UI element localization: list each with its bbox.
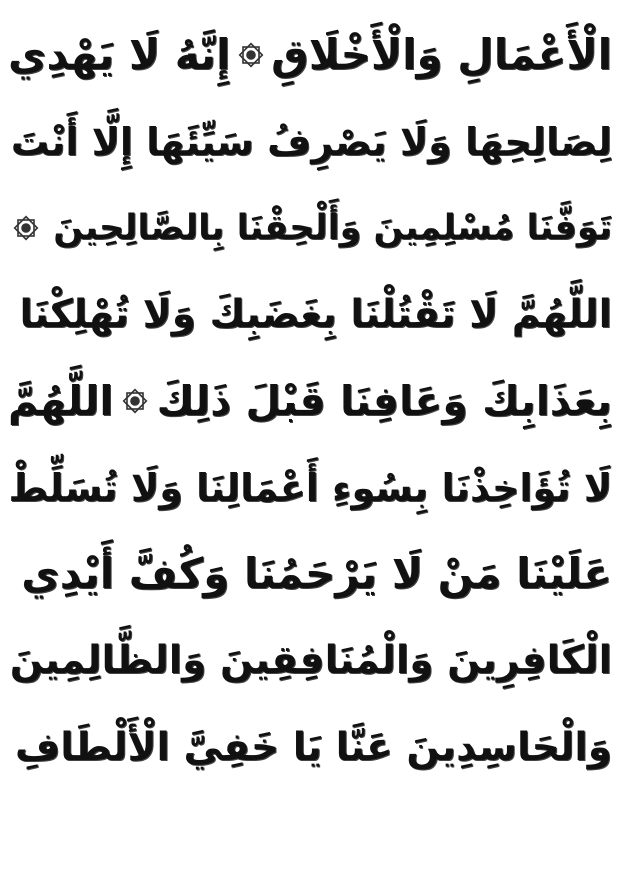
text-line-9-part-1: وَالْحَاسِدِينَ عَنَّا يَا خَفِيَّ الْأَلْطَافِ bbox=[14, 724, 612, 770]
arabic-prayer-text bbox=[8, 12, 612, 791]
ornament-icon bbox=[237, 41, 265, 69]
text-line-1 bbox=[8, 12, 612, 99]
text-line-3-part-1: تَوَفَّنَا مُسْلِمِينَ وَأَلْحِقْنَا بِالصَّالِحِينَ bbox=[53, 207, 612, 248]
text-line-2-part-1: لِصَالِحِهَا وَلَا يَصْرِفُ سَيِّئَهَا إِلَّا أَنْتَ bbox=[10, 119, 612, 164]
text-line-8-part-1: الْكَافِرِينَ وَالْمُنَافِقِينَ وَالظَّالِمِينَ bbox=[9, 638, 612, 684]
text-line-1-part-1: الْأَعْمَالِ وَالْأَخْلَاقِ bbox=[271, 30, 612, 80]
ornament-icon bbox=[12, 214, 40, 242]
text-line-3 bbox=[8, 185, 612, 272]
text-line-5 bbox=[8, 358, 612, 445]
text-line-7-part-1: عَلَيْنَا مَنْ لَا يَرْحَمُنَا وَكُفَّ أَيْدِي bbox=[21, 549, 612, 599]
text-line-1-part-2: إِنَّهُ لَا يَهْدِي bbox=[8, 30, 231, 80]
text-line-2 bbox=[8, 99, 612, 186]
text-line-6 bbox=[8, 445, 612, 532]
text-line-8 bbox=[8, 618, 612, 705]
text-line-9 bbox=[8, 704, 612, 791]
text-line-4-part-1: اللَّهُمَّ لَا تَقْتُلْنَا بِغَضَبِكَ وَلَا تُهْلِكْنَا bbox=[19, 292, 612, 338]
text-line-7 bbox=[8, 531, 612, 618]
text-line-4 bbox=[8, 272, 612, 359]
text-line-5-part-2: اللَّهُمَّ bbox=[8, 376, 114, 425]
text-line-5-part-1: بِعَذَابِكَ وَعَافِنَا قَبْلَ ذَلِكَ bbox=[156, 376, 612, 425]
ornament-icon bbox=[121, 387, 149, 415]
text-line-6-part-1: لَا تُؤَاخِذْنَا بِسُوءِ أَعْمَالِنَا وَلَا تُسَلِّطْ bbox=[8, 465, 612, 510]
